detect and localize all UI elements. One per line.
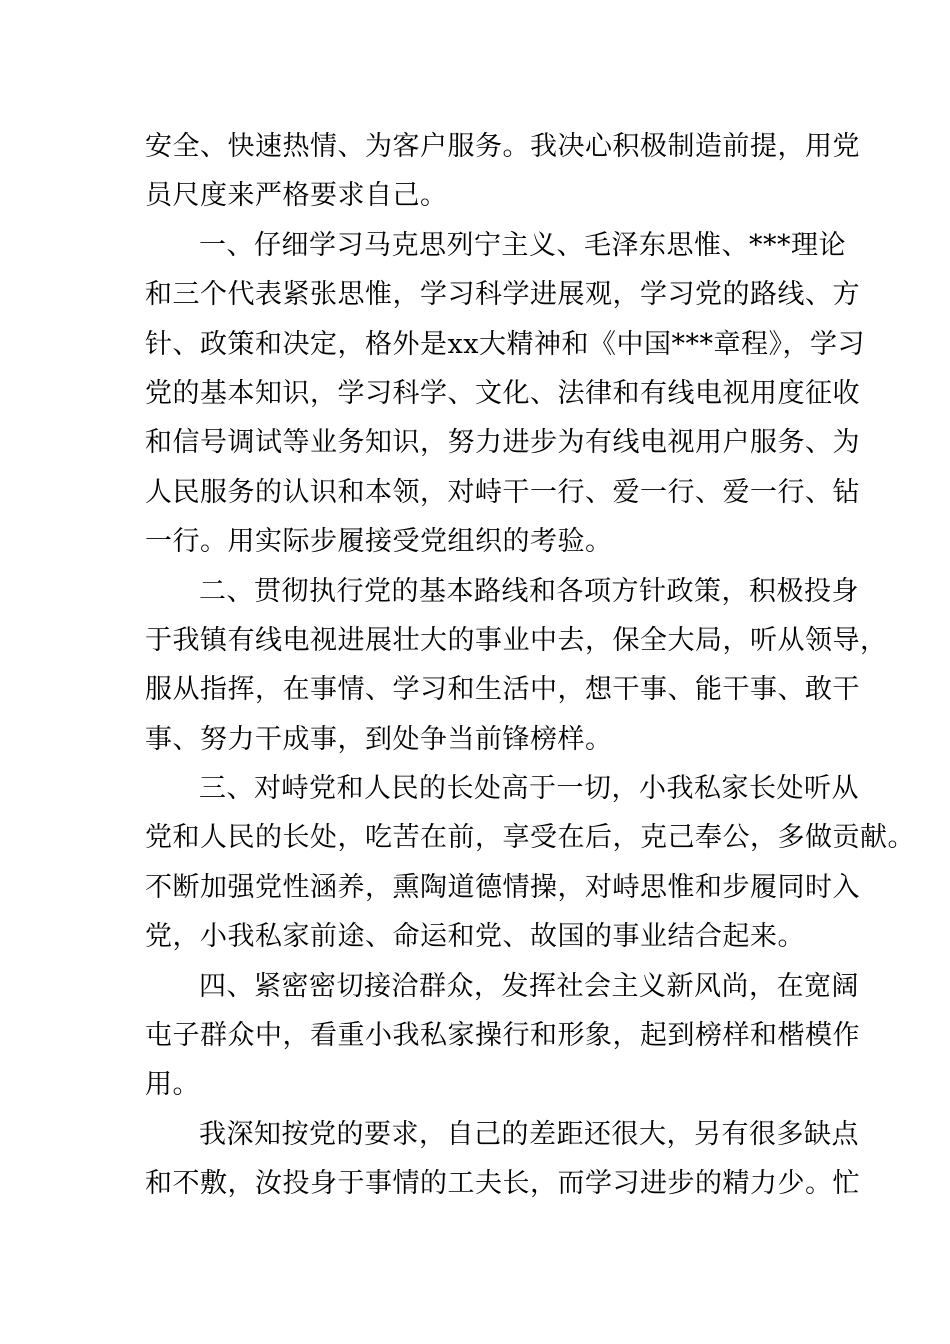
text-line: 一行。用实际步履接受党组织的考验。 [145, 526, 613, 558]
text-line: 安全、快速热情、为客户服务。我决心积极制造前提，用党 [145, 131, 860, 162]
text-line: 和三个代表紧张思惟，学习科学进展观，学习党的路线、方 [145, 279, 860, 311]
text-line: 事、努力干成事，到处争当前锋榜样。 [145, 723, 613, 755]
text-line: 二、贯彻执行党的基本路线和各项方针政策，积极投身 [199, 575, 859, 607]
text-line: 四、紧密密切接洽群众，发挥社会主义新风尚，在宽阔 [199, 970, 859, 1002]
text-line: 于我镇有线电视进展壮大的事业中去，保全大局，听从领导， [145, 624, 888, 656]
text-line: 针、政策和决定，格外是xx大精神和《中国***章程》，学习 [145, 328, 865, 360]
document-body [145, 122, 915, 1209]
text-line: 员尺度来严格要求自己。 [145, 180, 448, 212]
text-line: 一、仔细学习马克思列宁主义、毛泽东思惟、***理论 [199, 229, 846, 261]
text-line: 党，小我私家前途、命运和党、故国的事业结合起来。 [145, 921, 805, 953]
text-line: 服从指挥，在事情、学习和生活中，想干事、能干事、敢干 [145, 674, 860, 706]
text-line: 屯子群众中，看重小我私家操行和形象，起到榜样和楷模作 [145, 1020, 860, 1052]
text-line: 不断加强党性涵养，熏陶道德情操，对峙思惟和步履同时入 [145, 871, 860, 903]
text-line: 和不敷，汝投身于事情的工夫长，而学习进步的精力少。忙 [145, 1168, 860, 1200]
text-line: 人民服务的认识和本领，对峙干一行、爱一行、爱一行、钻 [145, 476, 860, 508]
text-line: 和信号调试等业务知识，努力进步为有线电视用户服务、为 [145, 427, 860, 459]
text-line: 用。 [145, 1069, 200, 1101]
text-line: 三、对峙党和人民的长处高于一切，小我私家长处听从 [199, 773, 859, 805]
text-line: 党的基本知识，学习科学、文化、法律和有线电视用度征收 [145, 377, 860, 409]
text-line: 党和人民的长处，吃苦在前，享受在后，克己奉公，多做贡献。 [145, 822, 915, 854]
text-line: 我深知按党的要求，自己的差距还很大，另有很多缺点 [199, 1118, 859, 1150]
